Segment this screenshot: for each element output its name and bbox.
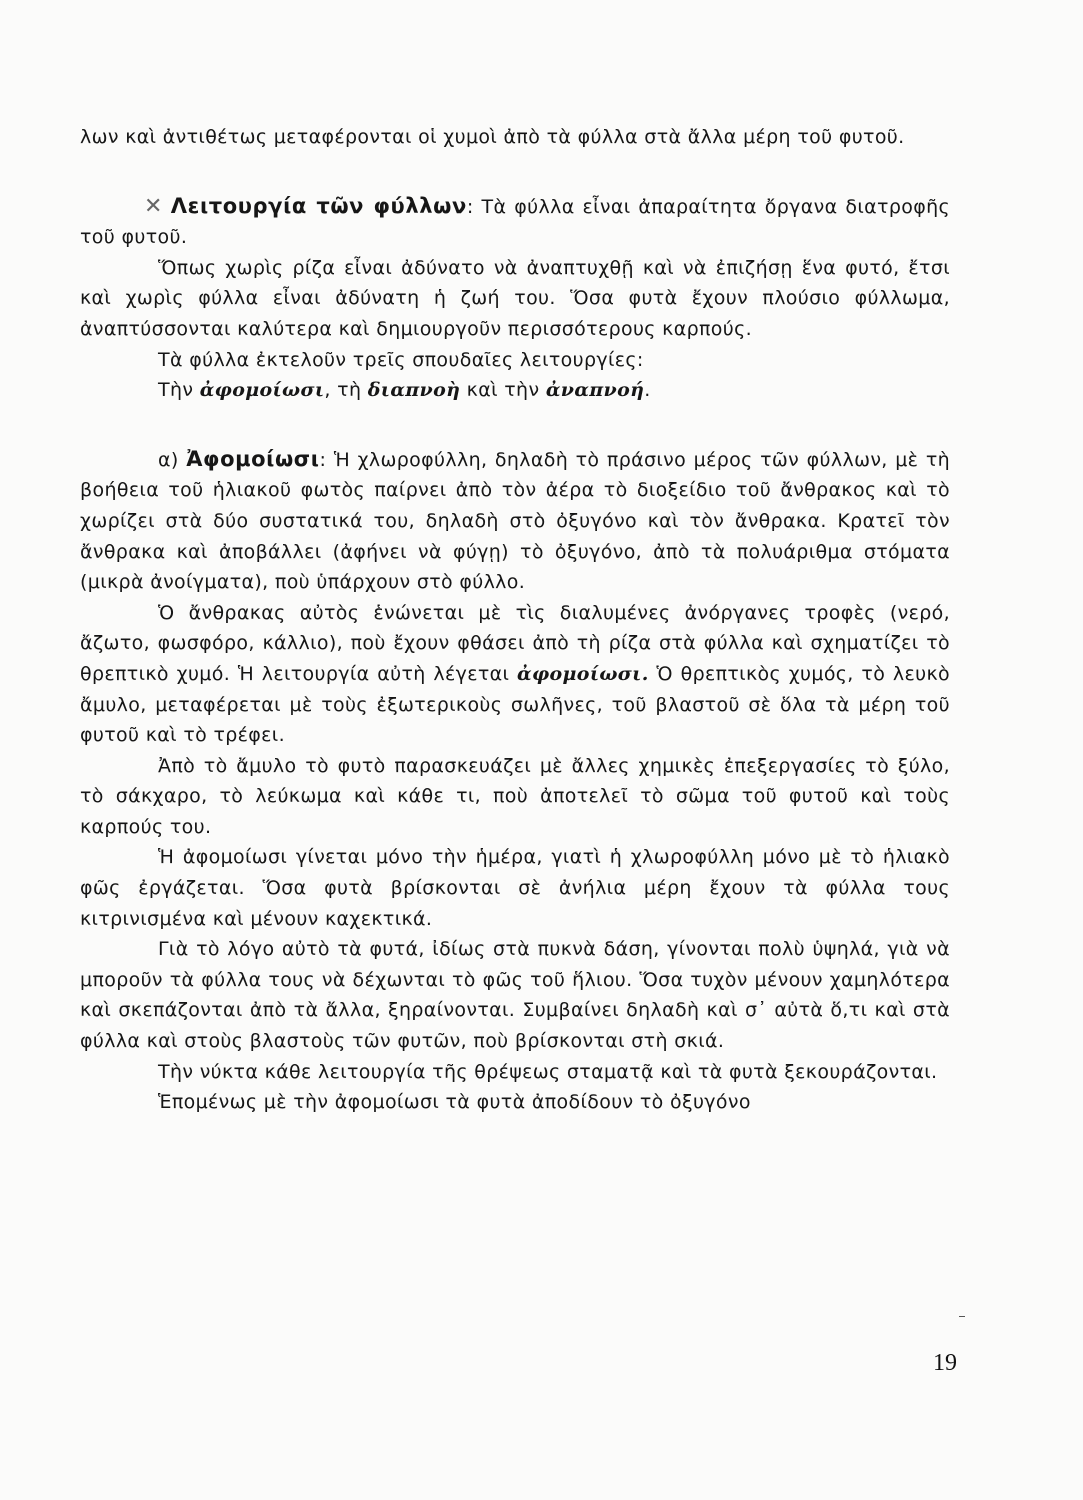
carbon-text-before: Ὁ ἄνθρακας αὐτὸς ἑνώνεται μὲ τὶς διαλυμένες ἀνόργανες τροφὲς (νερό, ἄζωτο, φωσφόρο, κάλλιο), ποὺ ἔχουν φθάσει ἀπὸ τὴ ρίζα στὰ φύλλα καὶ σχηματίζει τὸ θρεπτικὸ χυμό. Ἡ λειτουργία αὐτὴ λέγεται (80, 601, 950, 685)
carbon-text-after: Ὁ θρεπτικὸς χυμός, τὸ λευκὸ ἄμυλο, μεταφέρεται μὲ τοὺς ἐξωτερικοὺς σωλῆνες, τοῦ βλαστοῦ σὲ ὅλα τὰ μέρη τοῦ φυτοῦ καὶ τὸ τρέφει. (80, 662, 950, 747)
day-text: Ἡ ἀφομοίωσι γίνεται μόνο τὴν ἡμέρα, γιατὶ ἡ χλωροφύλλη μόνο μὲ τὸ ἡλιακὸ φῶς ἐργάζεται. Ὅσα φυτὰ βρίσκονται σὲ ἀνήλια μέρη ἔχουν τὰ φύλλα τους κιτρινισμένα καὶ μένουν καχεκτικά. (80, 846, 950, 930)
section-a-label: α) (158, 448, 179, 471)
forest-text: Γιὰ τὸ λόγο αὐτὸ τὰ φυτά, ἰδίως στὰ πυκνὰ δάση, γίνονται πολὺ ὑψηλά, γιὰ νὰ μποροῦν τὰ φύλλα τους νὰ δέχωνται τὸ φῶς τοῦ ἥλιου. Ὅσα τυχὸν μένουν χαμηλότερα καὶ σκεπάζονται ἀπὸ τὰ ἄλλα, ξηραίνονται. Συμβαίνει δηλαδὴ καὶ σ᾽ αὐτὰ ὅ,τι καὶ στὰ φύλλα καὶ στοὺς βλαστοὺς τῶν φυτῶν, ποὺ βρίσκονται στὴ σκιά. (80, 938, 950, 1053)
functions-separator-2: καὶ τὴν (466, 379, 540, 402)
spacer (80, 153, 950, 191)
paragraph-without-leaves (80, 253, 950, 345)
functions-separator-1: , τὴ (324, 379, 362, 402)
night-text: Τὴν νύκτα κάθε λειτουργία τῆς θρέψεως σταματᾷ καὶ τὰ φυτὰ ξεκουράζονται. (158, 1060, 938, 1083)
function-respiration: ἀναπνοή (545, 379, 645, 402)
section-heading-leaves: Λειτουργία τῶν φύλλων (170, 193, 467, 218)
paragraph-starch (80, 751, 950, 843)
paragraph-intro (80, 122, 950, 153)
paragraph-section-a (80, 444, 950, 598)
paragraph-leaves-heading (80, 191, 950, 253)
paragraph-forest (80, 934, 950, 1056)
leaves-definition: : Τὰ φύλλα εἶναι ἀπαραίτητα ὄργανα διατροφῆς τοῦ φυτοῦ. (80, 195, 950, 249)
paragraph-carbon (80, 598, 950, 751)
paragraph-therefore (80, 1087, 950, 1118)
function-assimilation: ἀφομοίωσι (199, 379, 325, 402)
page-body (80, 122, 950, 1118)
paragraph-night (80, 1057, 950, 1088)
section-a-text: : Ἡ χλωροφύλλη, δηλαδὴ τὸ πράσινο μέρος τῶν φύλλων, μὲ τὴ βοήθεια τοῦ ἡλιακοῦ φωτὸς παίρνει ἀπὸ τὸν ἀέρα τὸ διοξείδιο τοῦ ἄνθρακος καὶ τὸ χωρίζει στὰ δύο συστατικά του, δηλαδὴ στὸ ὀξυγόνο καὶ τὸν ἄνθρακα. Κρατεῖ τὸν ἄνθρακα καὶ ἀποβάλλει (ἀφήνει νὰ φύγῃ) τὸ ὀξυγόνο, ἀπὸ τὰ πολυάριθμα στόματα (μικρὰ ἀνοίγματα), ποὺ ὑπάρχουν στὸ φύλλο. (80, 448, 951, 594)
page-number: 19 (933, 1350, 957, 1376)
scratch-mark (959, 1316, 965, 1317)
section-a-heading: Ἀφομοίωσι (186, 446, 320, 471)
function-transpiration: διαπνοὴ (367, 379, 461, 402)
functions-end: . (644, 379, 651, 402)
paragraph-day (80, 842, 950, 934)
margin-x-mark-icon: ✕ (144, 193, 163, 219)
spacer (80, 406, 950, 444)
paragraph-functions-intro (80, 345, 950, 376)
starch-text: Ἀπὸ τὸ ἄμυλο τὸ φυτὸ παρασκευάζει μὲ ἄλλες χημικὲς ἐπεξεργασίες τὸ ξύλο, τὸ σάκχαρο, τὸ λεύκωμα καὶ κάθε τι, ποὺ ἀποτελεῖ τὸ σῶμα τοῦ φυτοῦ καὶ τοὺς καρπούς του. (80, 754, 950, 838)
functions-list-prefix: Τὴν (158, 379, 194, 402)
without-leaves-text: Ὅπως χωρὶς ρίζα εἶναι ἀδύνατο νὰ ἀναπτυχθῇ καὶ νὰ ἐπιζήσῃ ἕνα φυτό, ἔτσι καὶ χωρὶς φύλλα εἶναι ἀδύνατη ἡ ζωή του. Ὅσα φυτὰ ἔχουν πλούσιο φύλλωμα, ἀναπτύσσονται καλύτερα καὶ δημιουργοῦν περισσότερους καρπούς. (80, 256, 950, 340)
functions-intro-text: Τὰ φύλλα ἐκτελοῦν τρεῖς σπουδαῖες λειτουργίες: (158, 348, 644, 371)
carbon-term: ἀφομοίωσι. (517, 662, 649, 685)
intro-text: λων καὶ ἀντιθέτως μεταφέρονται οἱ χυμοὶ ἀπὸ τὰ φύλλα στὰ ἄλλα μέρη τοῦ φυτοῦ. (80, 126, 905, 148)
therefore-text: Ἑπομένως μὲ τὴν ἀφομοίωσι τὰ φυτὰ ἀποδίδουν τὸ ὀξυγόνο (158, 1091, 751, 1114)
paragraph-functions-list (80, 375, 950, 406)
